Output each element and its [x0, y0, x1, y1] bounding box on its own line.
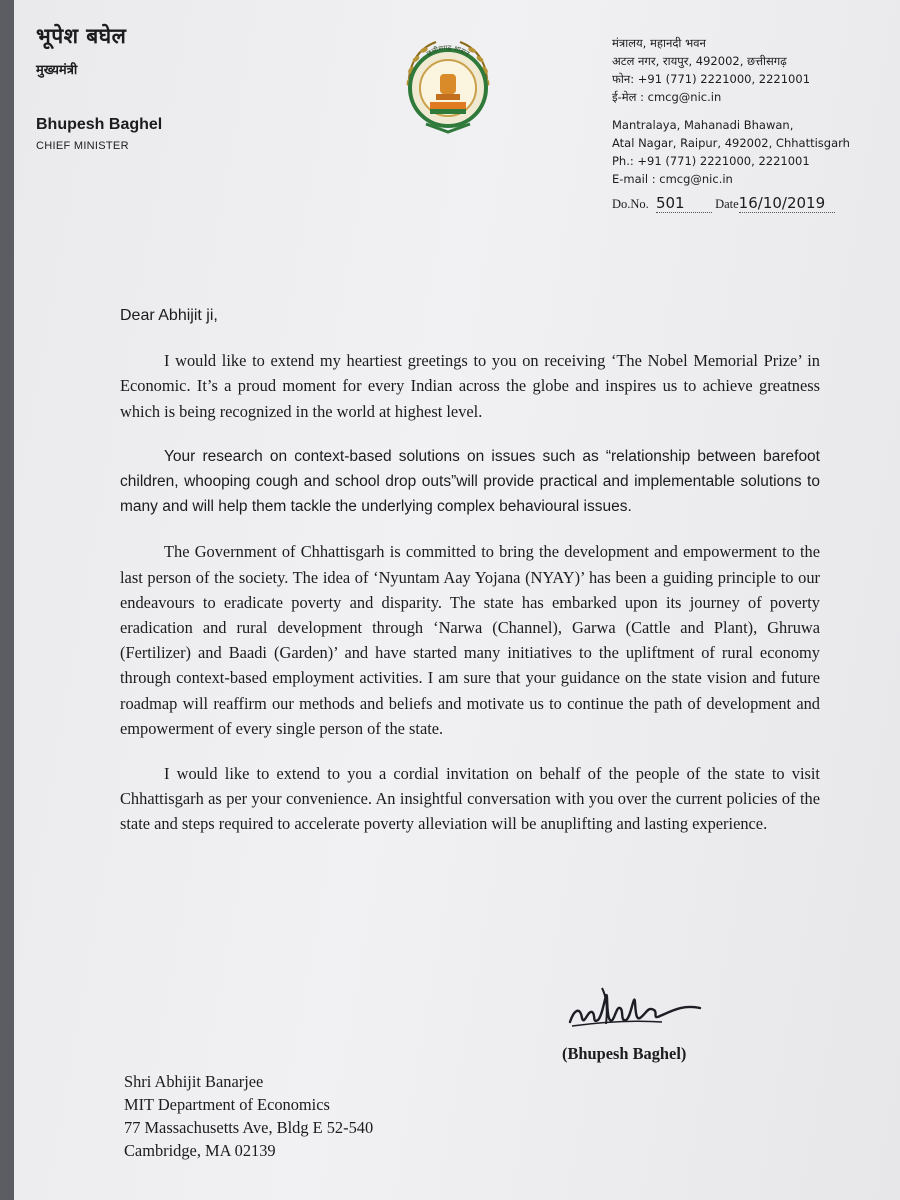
address-hindi-line: मंत्रालय, महानदी भवन: [612, 36, 706, 50]
letter-body: [120, 303, 820, 857]
reference-row: [612, 194, 897, 213]
letter-date: 16/10/2019: [739, 194, 835, 213]
address-line: Atal Nagar, Raipur, 492002, Chhattisgarh: [612, 136, 850, 150]
recipient-address: [124, 1070, 373, 1162]
sender-name: Bhupesh Baghel: [36, 116, 163, 133]
address-hindi-line: अटल नगर, रायपुर, 492002, छत्तीसगढ़: [612, 54, 787, 68]
address-hindi-line: ई-मेल : cmcg@nic.in: [612, 90, 722, 104]
signature-icon: [562, 966, 712, 1046]
letterhead-address: [612, 34, 897, 213]
letterhead-sender: [36, 22, 162, 152]
address-line: Ph.: +91 (771) 2221000, 2221001: [612, 154, 810, 168]
signer-name: (Bhupesh Baghel): [562, 1044, 687, 1063]
address-line: Mantralaya, Mahanadi Bhawan,: [612, 118, 794, 132]
emblem-text: छत्तीसगढ़ शासन: [425, 43, 471, 58]
sender-name-hindi: भूपेश बघेल: [36, 24, 127, 48]
paragraph: The Government of Chhattisgarh is committed to bring the development and empowerment to the last person of the society. The idea of ‘Nyuntam Aay Yojana (NYAY)’ has been a guiding principle to our endeavours to eradicate poverty and disparity. The state has embarked upon its journey of poverty eradication and rural development through ‘Narwa (Channel), Garwa (Cattle and Plant), Ghruwa (Fertilizer) and Baadi (Garden)’ and have started many initiatives to the upliftment of rural economy through context-based employment activities. I am sure that your guidance on the state vision and future roadmap will reaffirm our methods and beliefs and motivate us to continue the path of development and empowerment of every single person of the state.: [120, 542, 820, 738]
sender-title: CHIEF MINISTER: [36, 140, 129, 152]
recipient-line: Cambridge, MA 02139: [124, 1141, 276, 1160]
do-number: 501: [656, 194, 712, 213]
date-label: Date: [715, 197, 739, 211]
paragraph: Your research on context-based solutions on issues such as “relationship between barefoot children, whooping cough and school drop outs”will provide practical and implementable solutions to many and will help them tackle the underlying complex behavioural issues.: [120, 447, 820, 516]
state-emblem-icon: [396, 32, 500, 142]
paragraph: I would like to extend to you a cordial invitation on behalf of the people of the state to visit Chhattisgarh as per your convenience. An insightful conversation with you over the current policies of the state and steps required to accelerate poverty alleviation will be anuplifting and lasting experience.: [120, 764, 820, 834]
paragraph: I would like to extend my heartiest greetings to you on receiving ‘The Nobel Memorial Prize’ in Economic. It’s a proud moment for every Indian across the globe and inspires us to achieve greatness which is being recognized in the world at highest level.: [120, 351, 820, 421]
recipient-line: Shri Abhijit Banarjee: [124, 1072, 264, 1091]
recipient-line: 77 Massachusetts Ave, Bldg E 52-540: [124, 1118, 374, 1137]
salutation: Dear Abhijit ji,: [120, 307, 218, 324]
recipient-line: MIT Department of Economics: [124, 1095, 330, 1114]
do-number-label: Do.No.: [612, 197, 649, 211]
address-line: E-mail : cmcg@nic.in: [612, 172, 733, 186]
sender-title-hindi: मुख्यमंत्री: [36, 63, 78, 78]
letter-page: [14, 0, 900, 1200]
address-hindi-line: फोन: +91 (771) 2221000, 2221001: [612, 72, 811, 86]
